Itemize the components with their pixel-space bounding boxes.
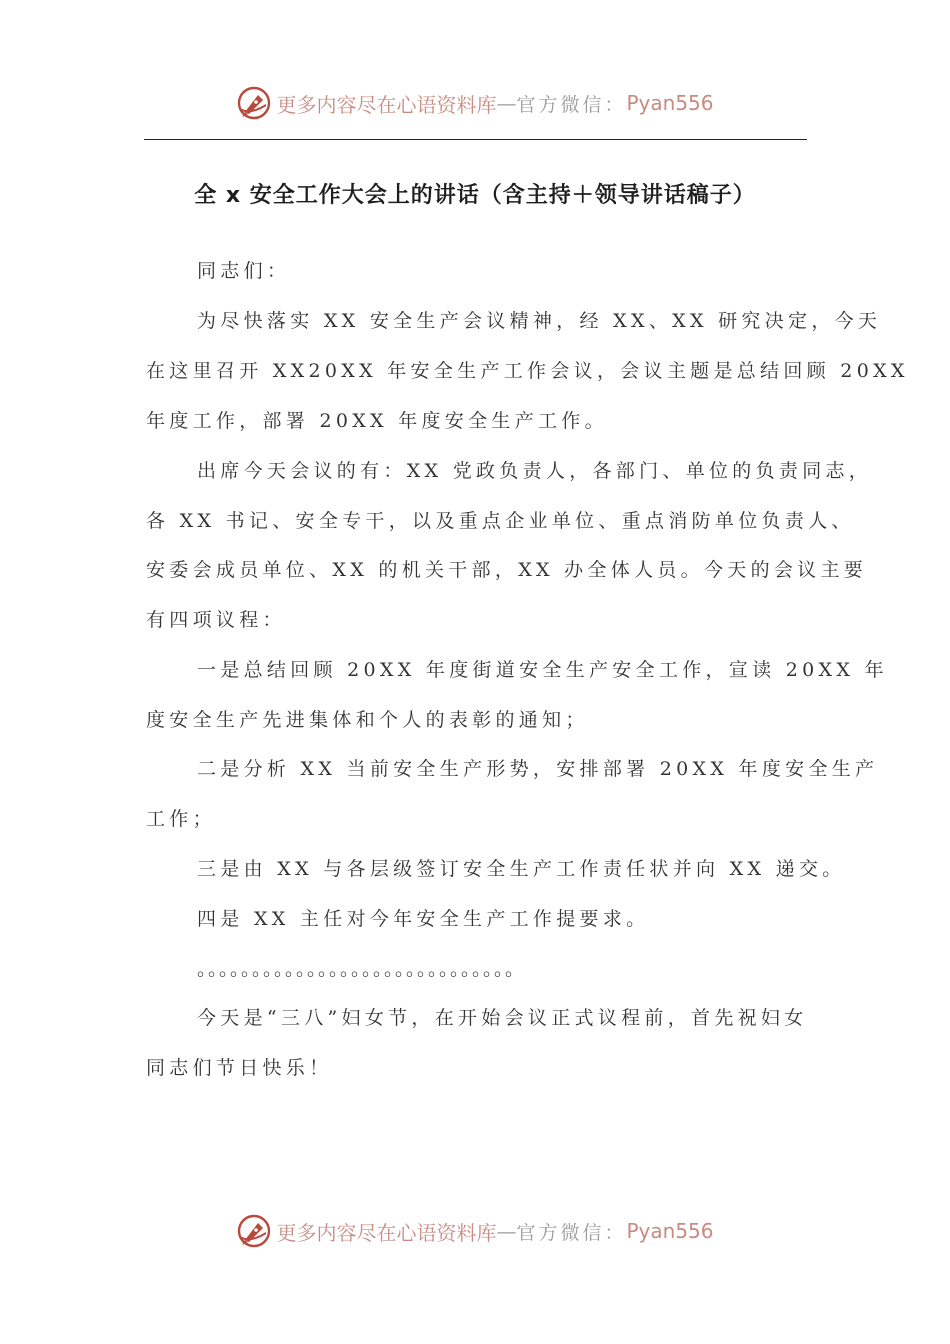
promo-separator: —: [496, 91, 517, 115]
paragraph-line: 年度工作，部署 20XX 年度安全生产工作。: [146, 410, 608, 432]
paragraph-line: 在这里召开 XX20XX 年安全生产工作会议，会议主题是总结回顾 20XX: [146, 360, 909, 382]
header-divider: [144, 139, 807, 140]
paragraph-line: 有四项议程：: [146, 609, 286, 631]
header-banner: [0, 81, 950, 125]
paragraph-line: 同志们节日快乐！: [146, 1057, 333, 1079]
paragraph-line: 一是总结回顾 20XX 年度街道安全生产安全工作，宣读 20XX 年: [197, 659, 888, 681]
paragraph-line: 度安全生产先进集体和个人的表彰的通知；: [146, 709, 589, 731]
paragraph-line: 工作；: [146, 808, 216, 830]
wechat-label: 官方微信：: [516, 93, 627, 116]
paragraph-line: 二是分析 XX 当前安全生产形势，安排部署 20XX 年度安全生产: [197, 758, 879, 780]
paragraph-line: 为尽快落实 XX 安全生产会议精神，经 XX、XX 研究决定，今天: [197, 310, 882, 332]
ellipsis-line: 。。。。。。。。。。。。。。。。。。。。。。。。。。。。。: [197, 958, 526, 980]
paragraph-line: 三是由 XX 与各层级签订安全生产工作责任状并向 XX 递交。: [197, 858, 846, 880]
pen-nib-logo-icon: [236, 1213, 272, 1249]
promo-text: 更多内容尽在心语资料库: [276, 92, 497, 117]
paragraph-line: 出席今天会议的有：XX 党政负责人，各部门、单位的负责同志，: [197, 460, 873, 482]
document-title: 全 x 安全工作大会上的讲话（含主持＋领导讲话稿子）: [194, 183, 756, 208]
wechat-id: Pyan556: [626, 1219, 714, 1243]
promo-separator: —: [496, 1219, 517, 1243]
pen-nib-logo-icon: [236, 85, 272, 121]
paragraph-line: 同志们：: [197, 260, 291, 282]
paragraph-line: 各 XX 书记、安全专干，以及重点企业单位、重点消防单位负责人、: [146, 510, 855, 532]
paragraph-line: 四是 XX 主任对今年安全生产工作提要求。: [197, 908, 650, 930]
footer-banner: [0, 1209, 950, 1253]
promo-text: 更多内容尽在心语资料库: [276, 1220, 497, 1245]
wechat-id: Pyan556: [626, 91, 714, 115]
paragraph-line: 今天是“三八”妇女节，在开始会议正式议程前，首先祝妇女: [197, 1007, 808, 1029]
wechat-label: 官方微信：: [516, 1221, 627, 1244]
paragraph-line: 安委会成员单位、XX 的机关干部，XX 办全体人员。今天的会议主要: [146, 559, 868, 581]
